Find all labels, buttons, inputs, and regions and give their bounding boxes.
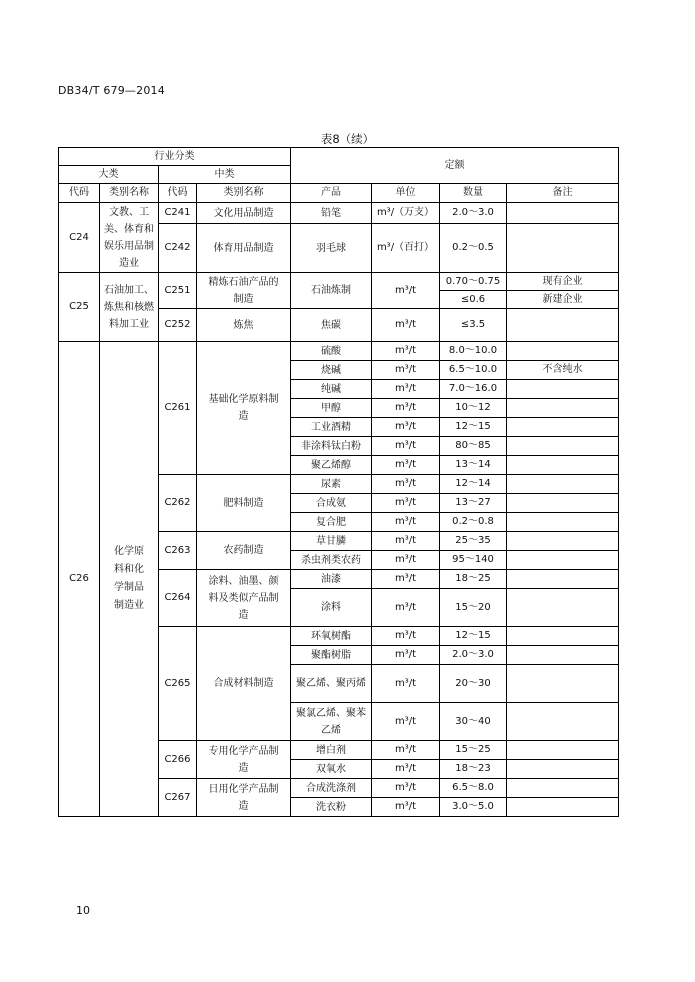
medium-name: 肥料制造 [197,475,291,532]
remark-cell [507,456,619,475]
unit-cell: m³/t [372,779,440,798]
medium-code: C242 [159,224,197,273]
major-code: C25 [59,273,100,342]
product-cell: 甲醇 [291,399,372,418]
table-row [59,203,619,224]
standard-code: DB34/T 679—2014 [58,84,165,97]
product-cell: 石油炼制 [291,273,372,309]
unit-cell: m³/t [372,665,440,703]
unit-cell: m³/t [372,342,440,361]
unit-cell: m³/（百打） [372,224,440,273]
remark-cell [507,741,619,760]
unit-cell: m³/t [372,513,440,532]
product-cell: 纯碱 [291,380,372,399]
major-name: 文教、工美、体育和娱乐用品制造业 [100,203,159,273]
remark-cell [507,494,619,513]
product-cell: 双氧水 [291,760,372,779]
medium-name: 精炼石油产品的制造 [197,273,291,309]
header-industry-category: 行业分类 [59,148,291,166]
page-number: 10 [76,904,90,917]
medium-code: C263 [159,532,197,570]
unit-cell: m³/t [372,627,440,646]
quantity-cell: 20～30 [440,665,507,703]
quantity-cell: 12～15 [440,627,507,646]
quantity-cell: ≤0.6 [440,291,507,309]
product-cell: 烧碱 [291,361,372,380]
unit-cell: m³/t [372,475,440,494]
table-title: 表8（续） [320,132,375,146]
medium-code: C266 [159,741,197,779]
remark-cell [507,779,619,798]
quantity-cell: 0.70～0.75 [440,273,507,291]
unit-cell: m³/t [372,309,440,342]
product-cell: 环氧树酯 [291,627,372,646]
medium-code: C251 [159,273,197,309]
header-major-code: 代码 [59,184,100,203]
remark-cell [507,551,619,570]
remark-cell [507,665,619,703]
remark-cell [507,380,619,399]
quantity-cell: 18～25 [440,570,507,589]
quantity-cell: 0.2～0.8 [440,513,507,532]
quantity-cell: 30～40 [440,703,507,741]
remark-cell [507,646,619,665]
medium-code: C262 [159,475,197,532]
quantity-cell: 12～14 [440,475,507,494]
unit-cell: m³/t [372,273,440,309]
header-medium-class: 中类 [159,166,291,184]
header-quantity: 数量 [440,184,507,203]
medium-code: C252 [159,309,197,342]
quantity-cell: 15～25 [440,741,507,760]
header-medium-name: 类别名称 [197,184,291,203]
product-cell: 铅笔 [291,203,372,224]
remark-cell [507,309,619,342]
major-name: 化学原料和化学制品制造业 [100,342,159,817]
quantity-cell: 18～23 [440,760,507,779]
medium-name: 基础化学原料制造 [197,342,291,475]
product-cell: 草甘膦 [291,532,372,551]
medium-code: C267 [159,779,197,817]
medium-code: C264 [159,570,197,627]
remark-cell [507,627,619,646]
unit-cell: m³/t [372,380,440,399]
product-cell: 聚酯树脂 [291,646,372,665]
medium-name: 合成材料制造 [197,627,291,741]
header-major-class: 大类 [59,166,159,184]
medium-code: C241 [159,203,197,224]
product-cell: 聚乙烯醇 [291,456,372,475]
unit-cell: m³/t [372,570,440,589]
table-row [59,342,619,361]
product-cell: 合成氨 [291,494,372,513]
major-code: C26 [59,342,100,817]
remark-cell: 现有企业 [507,273,619,291]
medium-code: C265 [159,627,197,741]
quantity-cell: 12～15 [440,418,507,437]
product-cell: 尿素 [291,475,372,494]
medium-name: 日用化学产品制造 [197,779,291,817]
quantity-cell: 15～20 [440,589,507,627]
quantity-cell: ≤3.5 [440,309,507,342]
product-cell: 增白剂 [291,741,372,760]
remark-cell [507,513,619,532]
quantity-cell: 25～35 [440,532,507,551]
unit-cell: m³/t [372,361,440,380]
medium-name: 炼焦 [197,309,291,342]
remark-cell [507,203,619,224]
remark-cell: 新建企业 [507,291,619,309]
unit-cell: m³/t [372,456,440,475]
remark-cell: 不含纯水 [507,361,619,380]
medium-name: 体育用品制造 [197,224,291,273]
product-cell: 洗衣粉 [291,798,372,817]
quantity-cell: 6.5～10.0 [440,361,507,380]
remark-cell [507,224,619,273]
header-quota: 定额 [291,148,619,184]
product-cell: 聚乙烯、聚丙烯 [291,665,372,703]
quantity-cell: 3.0～5.0 [440,798,507,817]
product-cell: 聚氯乙烯、聚苯乙烯 [291,703,372,741]
product-cell: 合成洗涤剂 [291,779,372,798]
remark-cell [507,798,619,817]
header-major-name: 类别名称 [100,184,159,203]
product-cell: 非涂料钛白粉 [291,437,372,456]
remark-cell [507,437,619,456]
medium-code: C261 [159,342,197,475]
product-cell: 油漆 [291,570,372,589]
product-cell: 杀虫剂类农药 [291,551,372,570]
unit-cell: m³/t [372,399,440,418]
remark-cell [507,570,619,589]
quantity-cell: 8.0～10.0 [440,342,507,361]
remark-cell [507,760,619,779]
medium-name: 涂料、油墨、颜料及类似产品制造 [197,570,291,627]
header-product: 产品 [291,184,372,203]
major-code: C24 [59,203,100,273]
product-cell: 硫酸 [291,342,372,361]
remark-cell [507,342,619,361]
unit-cell: m³/t [372,418,440,437]
unit-cell: m³/t [372,532,440,551]
remark-cell [507,703,619,741]
header-remark: 备注 [507,184,619,203]
quantity-cell: 2.0～3.0 [440,203,507,224]
unit-cell: m³/t [372,741,440,760]
unit-cell: m³/t [372,494,440,513]
unit-cell: m³/t [372,760,440,779]
quantity-cell: 7.0～16.0 [440,380,507,399]
header-unit: 单位 [372,184,440,203]
quantity-cell: 13～14 [440,456,507,475]
quantity-cell: 10～12 [440,399,507,418]
quantity-cell: 95～140 [440,551,507,570]
remark-cell [507,589,619,627]
unit-cell: m³/t [372,437,440,456]
medium-name: 专用化学产品制造 [197,741,291,779]
unit-cell: m³/（万支） [372,203,440,224]
unit-cell: m³/t [372,551,440,570]
water-quota-table [58,147,619,817]
unit-cell: m³/t [372,798,440,817]
quantity-cell: 6.5～8.0 [440,779,507,798]
product-cell: 羽毛球 [291,224,372,273]
remark-cell [507,418,619,437]
product-cell: 工业酒精 [291,418,372,437]
quantity-cell: 13～27 [440,494,507,513]
unit-cell: m³/t [372,646,440,665]
quantity-cell: 0.2～0.5 [440,224,507,273]
remark-cell [507,532,619,551]
remark-cell [507,399,619,418]
quantity-cell: 2.0～3.0 [440,646,507,665]
quantity-cell: 80～85 [440,437,507,456]
remark-cell [507,475,619,494]
medium-name: 农药制造 [197,532,291,570]
unit-cell: m³/t [372,703,440,741]
product-cell: 涂料 [291,589,372,627]
product-cell: 复合肥 [291,513,372,532]
unit-cell: m³/t [372,589,440,627]
major-name: 石油加工、炼焦和核燃料加工业 [100,273,159,342]
table-row [59,273,619,291]
medium-name: 文化用品制造 [197,203,291,224]
product-cell: 焦碳 [291,309,372,342]
header-medium-code: 代码 [159,184,197,203]
